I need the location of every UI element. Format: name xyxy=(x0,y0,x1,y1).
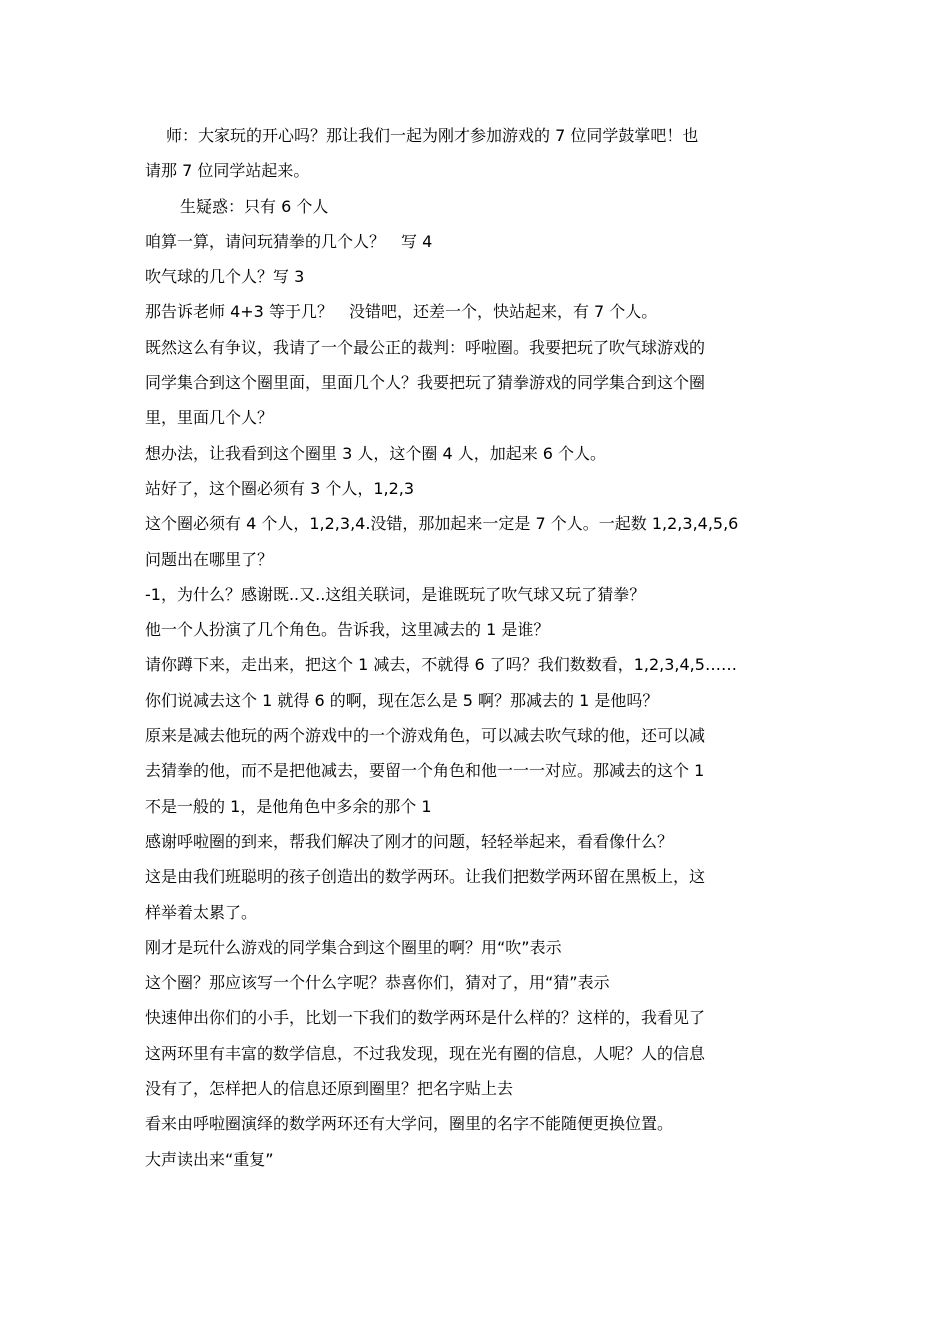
paragraph-line: 你们说减去这个 1 就得 6 的啊，现在怎么是 5 啊？那减去的 1 是他吗？ xyxy=(145,690,659,710)
paragraph-line: 咱算一算，请问玩猜拳的几个人？ 写 4 xyxy=(145,231,433,251)
paragraph-line: 吹气球的几个人？写 3 xyxy=(145,267,305,287)
paragraph-line: 那告诉老师 4+3 等于几？ 没错吧，还差一个，快站起来，有 7 个人。 xyxy=(145,302,658,322)
paragraph-line: 生疑惑：只有 6 个人 xyxy=(180,196,329,216)
paragraph-line: 这个圈？那应该写一个什么字呢？恭喜你们，猜对了，用“猜”表示 xyxy=(145,973,610,993)
paragraph-line: 他一个人扮演了几个角色。告诉我，这里减去的 1 是谁？ xyxy=(145,620,550,640)
paragraph-line: 这是由我们班聪明的孩子创造出的数学两环。让我们把数学两环留在黑板上，这 xyxy=(145,867,706,887)
paragraph-line: 请你蹲下来，走出来，把这个 1 减去，不就得 6 了吗？我们数数看，1,2,3,4,5…… xyxy=(145,655,737,675)
paragraph-line: -1，为什么？感谢既..又..这组关联词，是谁既玩了吹气球又玩了猜拳？ xyxy=(145,584,646,604)
paragraph-line: 感谢呼啦圈的到来，帮我们解决了刚才的问题，轻轻举起来，看看像什么？ xyxy=(145,831,674,851)
paragraph-line: 请那 7 位同学站起来。 xyxy=(145,161,310,181)
paragraph-line: 去猜拳的他，而不是把他减去，要留一个角色和他一一一对应。那减去的这个 1 xyxy=(145,761,705,781)
paragraph-line: 这两环里有丰富的数学信息，不过我发现，现在光有圈的信息，人呢？人的信息 xyxy=(145,1043,706,1063)
paragraph-line: 大声读出来“重复” xyxy=(145,1149,274,1169)
paragraph-line: 原来是减去他玩的两个游戏中的一个游戏角色，可以减去吹气球的他，还可以减 xyxy=(145,726,706,746)
paragraph-line: 这个圈必须有 4 个人，1,2,3,4.没错，那加起来一定是 7 个人。一起数 1,2,3,4,5,6 xyxy=(145,514,739,534)
paragraph-line: 里，里面几个人？ xyxy=(145,408,274,428)
paragraph-line: 看来由呼啦圈演绎的数学两环还有大学问，圈里的名字不能随便更换位置。 xyxy=(145,1114,674,1134)
paragraph-line: 快速伸出你们的小手，比划一下我们的数学两环是什么样的？这样的，我看见了 xyxy=(145,1008,706,1028)
paragraph-line: 想办法，让我看到这个圈里 3 人，这个圈 4 人，加起来 6 个人。 xyxy=(145,443,607,463)
paragraph-line: 没有了，怎样把人的信息还原到圈里？把名字贴上去 xyxy=(145,1079,514,1099)
paragraph-line: 既然这么有争议，我请了一个最公正的裁判：呼啦圈。我要把玩了吹气球游戏的 xyxy=(145,337,706,357)
paragraph-line: 师：大家玩的开心吗？那让我们一起为刚才参加游戏的 7 位同学鼓掌吧！也 xyxy=(166,126,699,145)
paragraph-line: 刚才是玩什么游戏的同学集合到这个圈里的啊？用“吹”表示 xyxy=(145,937,562,957)
paragraph-line: 站好了，这个圈必须有 3 个人，1,2,3 xyxy=(145,478,415,498)
paragraph-line: 问题出在哪里了？ xyxy=(145,549,274,569)
paragraph-line: 同学集合到这个圈里面，里面几个人？我要把玩了猜拳游戏的同学集合到这个圈 xyxy=(145,373,706,393)
paragraph-line: 不是一般的 1，是他角色中多余的那个 1 xyxy=(145,796,432,816)
document-body xyxy=(145,118,810,1177)
paragraph-line: 样举着太累了。 xyxy=(145,902,258,922)
